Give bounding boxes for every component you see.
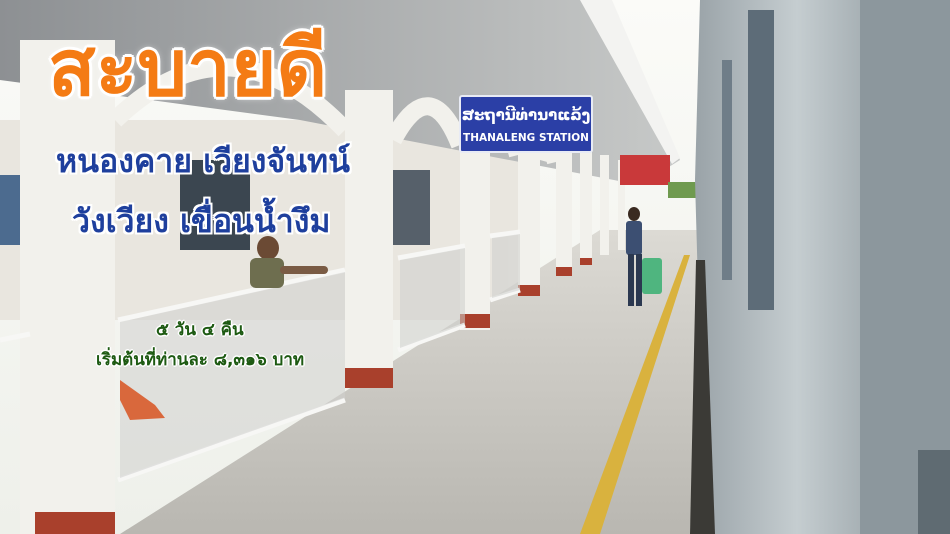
building-window [0, 175, 22, 245]
building-window [390, 170, 430, 245]
sign-english-name: THANALENG STATION [463, 132, 589, 144]
train-window [748, 10, 774, 310]
distant-red-roof [620, 155, 670, 185]
pillar [580, 150, 592, 265]
train-door-handle [918, 450, 950, 534]
destinations-line-2: วังเวียง เขื่อนน้ำงึม [72, 202, 331, 240]
trip-price: เริ่มต้นที่ท่านละ ๘,๓๑๖ บาท [96, 350, 305, 370]
sign-lao-name: ສະຖານີທ່ານາແລ້ງ [461, 106, 591, 124]
pillar [345, 90, 393, 380]
destinations-line-1: หนองคาย เวียงจันทน์ [56, 142, 350, 180]
trip-duration: ๕ วัน ๔ คืน [156, 320, 244, 340]
headline: สะบายดี [48, 24, 328, 114]
building-window [180, 160, 250, 250]
pillar [556, 145, 572, 275]
station-sign [460, 96, 592, 152]
pillar [600, 155, 609, 255]
train-window [722, 60, 732, 280]
pillar [20, 40, 115, 534]
